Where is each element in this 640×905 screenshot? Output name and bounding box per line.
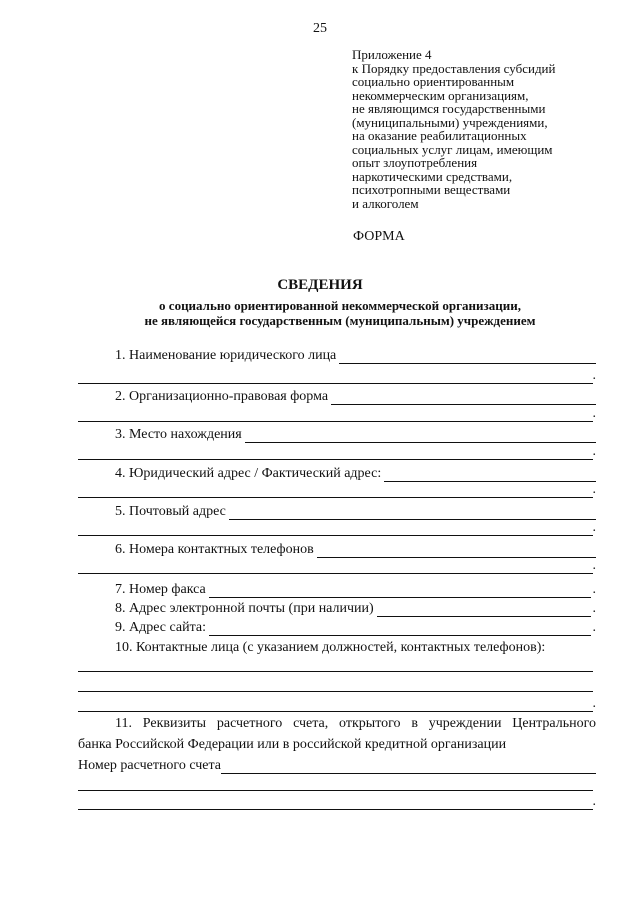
field-label: 5. Почтовый адрес (115, 504, 226, 519)
field-location (115, 425, 596, 443)
blank-line[interactable] (78, 421, 593, 422)
field-label: 3. Место нахождения (115, 427, 242, 442)
appendix-line: наркотическими средствами, (352, 168, 513, 184)
field-account-number (78, 756, 596, 774)
field-contact-persons (115, 638, 596, 656)
subtitle-line-1: о социально ориентированной некоммерческой организации, (159, 298, 521, 313)
blank-line[interactable] (209, 584, 591, 598)
page-number: 25 (313, 21, 327, 36)
field-label: Номер расчетного счета (78, 758, 222, 773)
blank-line[interactable] (221, 760, 596, 774)
appendix-line: некоммерческим организациям, (352, 87, 529, 103)
field-label: 9. Адрес сайта: (115, 620, 206, 635)
blank-line[interactable] (229, 506, 596, 520)
form-label: ФОРМА (353, 229, 405, 244)
appendix-line: опыт злоупотребления (352, 155, 478, 170)
field-label: 2. Организационно-правовая форма (115, 389, 329, 404)
blank-line[interactable] (78, 790, 593, 791)
line-period: . (592, 696, 596, 711)
field-email (115, 599, 596, 617)
blank-line[interactable] (78, 671, 593, 672)
blank-line[interactable] (78, 691, 593, 692)
field-legal-name (115, 346, 596, 364)
line-period: . (592, 368, 596, 383)
blank-line[interactable] (78, 573, 593, 574)
field-fax (115, 580, 596, 598)
appendix-line: к Порядку предоставления субсидий (352, 60, 556, 76)
field-label: 10. Контактные лица (с указанием должностей, контактных телефонов): (115, 640, 546, 655)
blank-line[interactable] (377, 603, 591, 617)
blank-line[interactable] (209, 622, 591, 636)
document-subtitle (0, 298, 640, 328)
field-postal-address (115, 502, 596, 520)
document-title: СВЕДЕНИЯ (277, 277, 363, 293)
line-period: . (592, 620, 596, 635)
line-period: . (592, 444, 596, 459)
field-legal-form (115, 387, 596, 405)
appendix-line: психотропными веществами (352, 182, 511, 197)
appendix-line: социально ориентированным (352, 74, 515, 89)
blank-line[interactable] (384, 468, 596, 482)
field-label: 8. Адрес электронной почты (при наличии) (115, 601, 374, 616)
appendix-line: и алкоголем (352, 195, 419, 211)
blank-line[interactable] (317, 544, 596, 558)
field-website (115, 618, 596, 636)
field-legal-address (115, 464, 596, 482)
blank-line[interactable] (245, 429, 596, 443)
blank-line[interactable] (78, 497, 593, 498)
blank-line[interactable] (78, 809, 593, 810)
field-phone-numbers (115, 540, 596, 558)
field-label: 1. Наименование юридического лица (115, 348, 337, 363)
line-period: . (592, 520, 596, 535)
field-label: 7. Номер факса (115, 582, 206, 597)
appendix-line: социальных услуг лицам, имеющим (352, 141, 553, 157)
blank-line[interactable] (339, 350, 596, 364)
appendix-line: на оказание реабилитационных (352, 128, 527, 143)
line-period: . (592, 558, 596, 573)
line-period: . (592, 794, 596, 809)
line-period: . (592, 601, 596, 616)
subtitle-line-2: не являющейся государственным (муниципальным) учреждением (144, 313, 536, 328)
blank-line[interactable] (78, 535, 593, 536)
appendix-line: не являющимся государственными (352, 101, 546, 116)
blank-line[interactable] (78, 383, 593, 384)
field-label: банка Российской Федерации или в российской кредитной организации (78, 737, 507, 752)
field-label: 4. Юридический адрес / Фактический адрес: (115, 466, 382, 481)
line-period: . (592, 582, 596, 597)
blank-line[interactable] (78, 459, 593, 460)
blank-line[interactable] (78, 711, 593, 712)
line-period: . (592, 482, 596, 497)
field-label: 6. Номера контактных телефонов (115, 542, 314, 557)
appendix-heading (352, 48, 622, 210)
blank-line[interactable] (331, 391, 596, 405)
appendix-line: (муниципальными) учреждениями, (352, 114, 548, 130)
field-bank-details (78, 713, 596, 755)
appendix-line: Приложение 4 (352, 47, 432, 62)
field-label: 11. Реквизиты расчетного счета, открытого в учреждении Центрального (115, 716, 596, 731)
line-period: . (592, 406, 596, 421)
